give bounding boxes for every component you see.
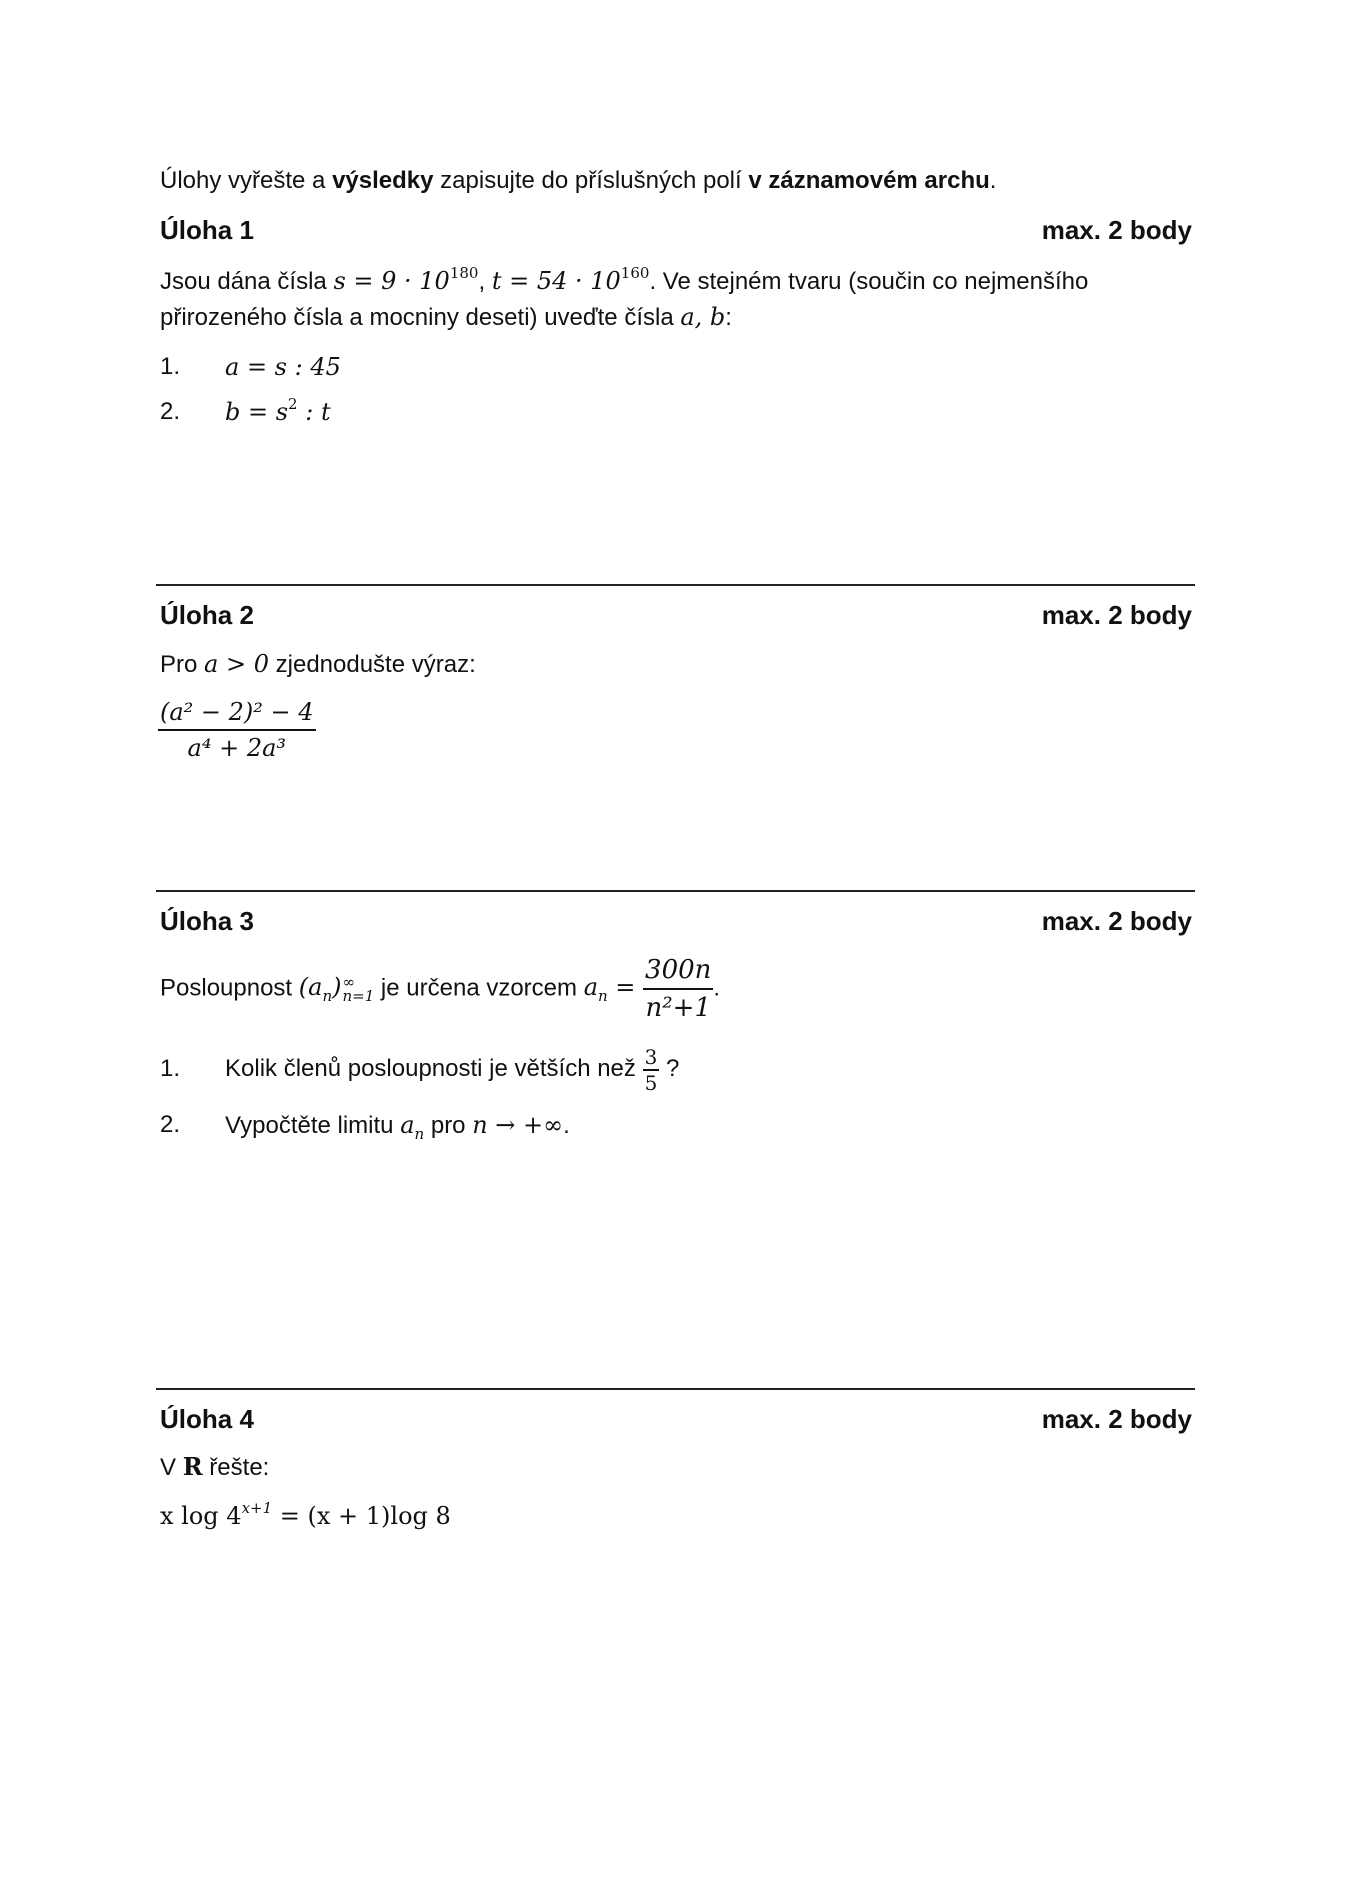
task-3-text: Posloupnost $(a_n)$ ∞ n=1 je určena vzorcem $a_n$ = $\frac{300n}{\text{n²+1}}$ . — [160, 952, 720, 1026]
task-2-title: Úloha 2 — [160, 600, 254, 630]
item-number: 1. — [160, 353, 181, 380]
task-3-item-1 — [160, 1044, 180, 1094]
divider — [156, 584, 1195, 586]
item-number: 1. — [160, 1055, 181, 1082]
task-4-title: Úloha 4 — [160, 1404, 254, 1434]
task-1-item-1-expr: a = s : 45 — [225, 353, 341, 381]
item-number: 2. — [160, 398, 181, 425]
sequence-formula: $\frac{300n}{\text{n²+1}}$ — [643, 952, 713, 1026]
task-4-points: max. 2 body — [1041, 1404, 1192, 1434]
task-1-text-line1: Jsou dána čísla $s = 9 \cdot 10^{180}$, $t = 54 \cdot 10^{160}$. Ve stejném tvaru (součin co nejmenšího — [160, 264, 1089, 295]
task-1-item-2 — [160, 397, 180, 427]
fraction-numerator: (a² − 2)² − 4 — [160, 698, 314, 726]
task-3-title: Úloha 3 — [160, 906, 254, 936]
item-number: 2. — [160, 1111, 181, 1138]
task-2-fraction — [158, 695, 316, 765]
task-1-points: max. 2 body — [1041, 215, 1192, 245]
task-4-equation: x $\log 4^{x+1} = (x + 1)\log$ 8 — [160, 1499, 451, 1530]
task-1-item-1 — [160, 352, 180, 382]
task-3-item-2-text: Vypočtěte limitu $a_n$ pro n → +∞. — [225, 1111, 570, 1143]
task-1-item-2-expr: $b = s^2$ : t — [225, 395, 331, 426]
task-3-item-1-text: Kolik členů posloupnosti je větších než $\frac{3}{5}$ ? — [225, 1044, 680, 1095]
task-1-title: Úloha 1 — [160, 215, 254, 245]
task-2-text: Pro a > 0 zjednodušte výraz: — [160, 650, 476, 678]
sequence: $(a_n)$ ∞ n=1 — [298, 972, 375, 1006]
task-3-points: max. 2 body — [1041, 906, 1192, 936]
task-2-points: max. 2 body — [1041, 600, 1192, 630]
task-4-text: V R řešte: — [160, 1452, 270, 1481]
t-expression: $t = 54 \cdot 10^{160}$ — [491, 264, 650, 295]
sequence-term: $a_n$ — [583, 973, 608, 1006]
fraction-three-fifths: $\frac{3}{5}$ — [644, 1044, 658, 1095]
task-1-text-line2: přirozeného čísla a mocniny deseti) uveďte čísla a, b: — [160, 303, 732, 331]
divider — [156, 890, 1195, 892]
s-expression: $s = 9 \cdot 10^{180}$ — [333, 264, 479, 295]
fraction-denominator: a⁴ + 2a³ — [158, 729, 316, 765]
instructions: Úlohy vyřešte a výsledky zapisujte do příslušných polí v záznamovém archu. — [160, 167, 997, 194]
task-3-item-2 — [160, 1110, 180, 1140]
divider — [156, 1388, 1195, 1390]
